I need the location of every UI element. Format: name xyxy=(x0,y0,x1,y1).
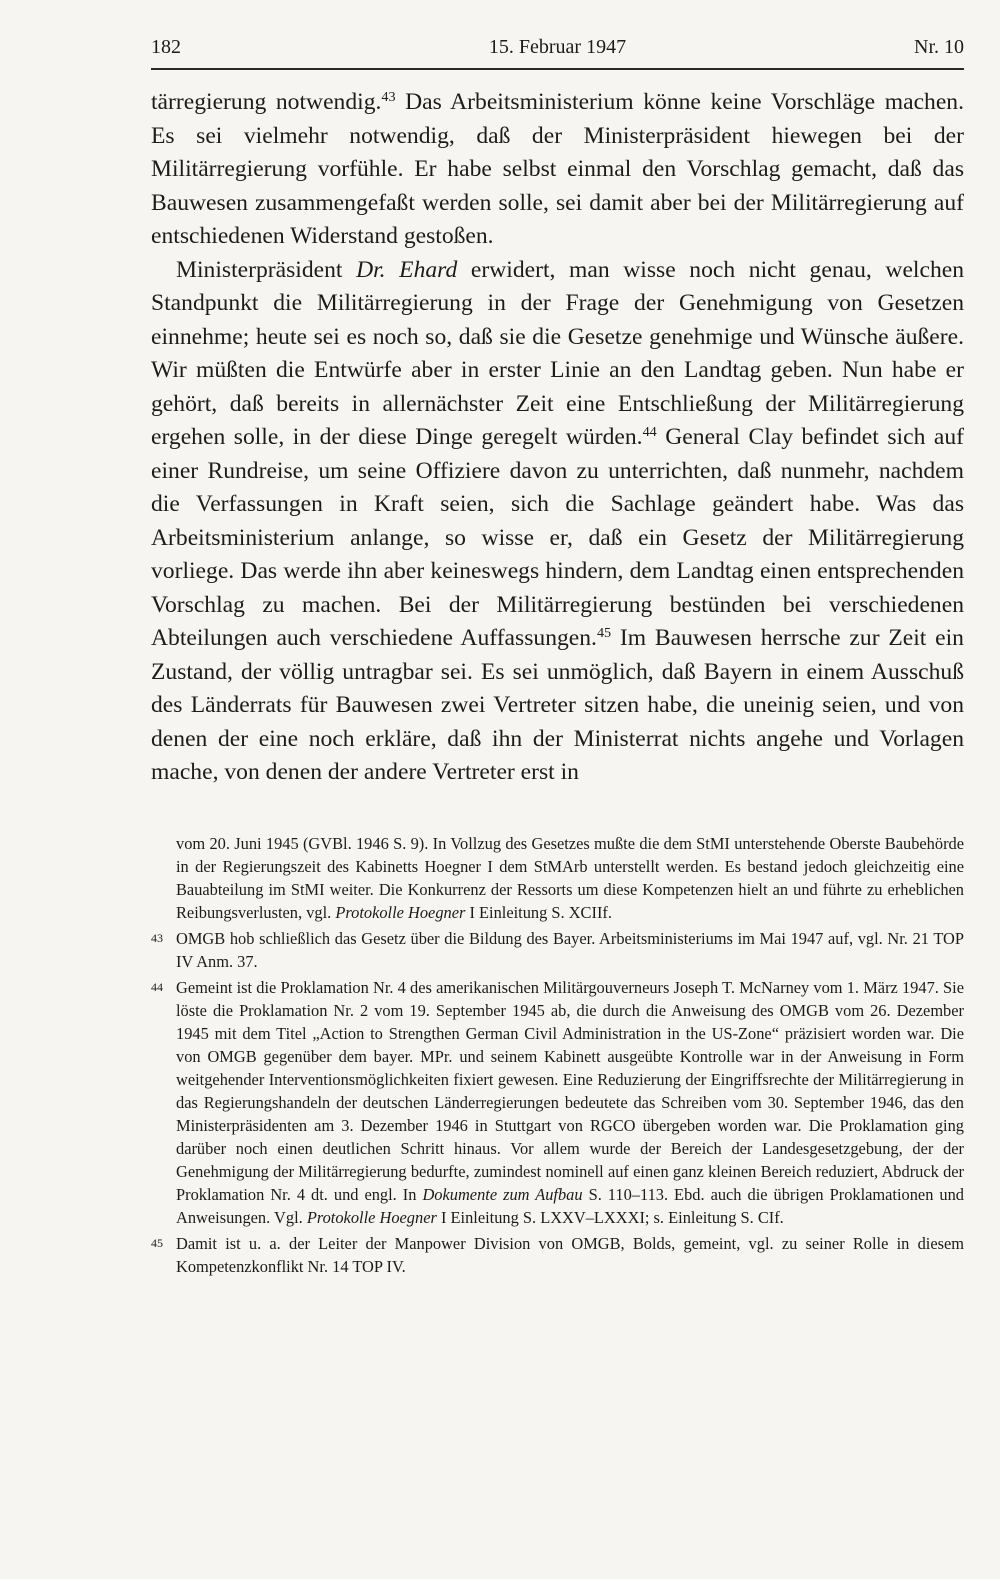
footnote-continuation xyxy=(151,832,964,924)
page-number: 182 xyxy=(151,36,181,58)
footnote-ref-43: 43 xyxy=(381,89,396,106)
issue-number: Nr. 10 xyxy=(914,36,964,58)
text-run: General Clay befindet sich auf einer Rundreise, um seine Offiziere davon zu unterrichten, daß nunmehr, nachdem die Verfassungen in Kraft seien, sich die Sachlage geändert habe. Was das Arbeitsministerium anlange, so wisse er, daß ein Gesetz der Militärregierung vorliege. Das werde ihn aber keineswegs hindern, dem Landtag einen entsprechenden Vorschlag zu machen. Bei der Militärregierung bestünden bei verschiedenen Abteilungen auch verschiedene Auffassungen. xyxy=(151,424,965,651)
paragraph xyxy=(151,254,964,790)
text-run: Das Arbeitsministerium könne keine Vorschläge machen. Es sei vielmehr notwendig, daß der Ministerpräsident hiewegen bei der Militärregierung vorfühle. Er habe selbst einmal den Vorschlag gemacht, daß das Bauwesen zusammengefaßt werden solle, sei damit aber bei der Militärregierung auf entschiedenen Widerstand gestoßen. xyxy=(151,89,965,249)
footnote-label: 43 xyxy=(151,931,163,945)
citation-title: Protokolle Hoegner xyxy=(306,1208,437,1227)
footnote-label: 45 xyxy=(151,1236,163,1250)
paragraph xyxy=(151,86,964,254)
text-run: tärregierung notwendig. xyxy=(151,89,382,115)
footnote-45 xyxy=(151,1232,964,1278)
text-run: I Einleitung S. XCIIf. xyxy=(465,903,612,922)
running-header xyxy=(151,32,964,70)
text-run: Gemeint ist die Proklamation Nr. 4 des amerikanischen Militärgouverneurs Joseph T. McNarney vom 1. März 1947. Sie löste die Proklamation Nr. 2 vom 19. September 1945 ab, die durch die Anweisung des OMGB vom 26. Dezember 1945 mit dem Titel „Action to Strengthen German Civil Administration in the US-Zone“ präzisiert worden war. Die von OMGB gegenüber dem bayer. MPr. und seinem Kabinett ausgeübte Kontrolle war in der Anweisung in Form weitgehender Interventionsmöglichkeiten fixiert gewesen. Eine Reduzierung der Eingriffsrechte der Militärregierung in das Regierungshandeln der deutschen Länderregierungen bedeutete das Schreiben vom 30. September 1946, das den Ministerpräsidenten am 3. Dezember 1946 in Stuttgart von RGCO übergeben worden war. Die Proklamation ging darüber noch einen deutlichen Schritt hinaus. Vor allem wurde der Bereich der Landesgesetzgebung, der der Genehmigung der Militärregierung bedurfte, zumindest nominell auf einen ganz kleinen Bereich reduziert, Abdruck der Proklamation Nr. 4 dt. und engl. In xyxy=(176,978,964,1204)
text-run: S. 110–113. Ebd. auch die übrigen Proklamationen und Anweisungen. Vgl. xyxy=(176,1185,964,1227)
footnote-44 xyxy=(151,976,964,1229)
text-run: Im Bauwesen herrsche zur Zeit ein Zustand, der völlig untragbar sei. Es sei unmöglich, daß Bayern in einem Ausschuß des Länderrats für Bauwesen zwei Vertreter sitzen habe, die uneinig seien, und von denen der eine noch erkläre, daß ihn der Ministerrat nichts angehe und Vorlagen mache, von denen der andere Vertreter erst in xyxy=(151,625,964,785)
text-run: vom 20. Juni 1945 (GVBl. 1946 S. 9). In Vollzug des Gesetzes mußte die dem StMI unterstehende Oberste Baubehörde in der Regierungszeit des Kabinetts Hoegner I dem StMArb unterstellt werden. Es bestand jedoch gleichzeitig eine Bauabteilung im StMI weiter. Die Konkurrenz der Ressorts um diese Kompetenzen hielt an und führte zu erheblichen Reibungsverlusten, vgl. xyxy=(176,834,964,922)
text-run: Damit ist u. a. der Leiter der Manpower Division von OMGB, Bolds, gemeint, vgl. zu seiner Rolle in diesem Kompetenzkonflikt Nr. 14 TOP IV. xyxy=(176,1234,964,1276)
text-run: I Einleitung S. LXXV–LXXXI; s. Einleitung S. CIf. xyxy=(436,1208,784,1227)
person-name: Dr. Ehard xyxy=(356,256,458,283)
header-date: 15. Februar 1947 xyxy=(488,36,627,58)
text-run: OMGB hob schließlich das Gesetz über die Bildung des Bayer. Arbeitsministeriums im Mai 1947 auf, vgl. Nr. 21 TOP IV Anm. 37. xyxy=(176,929,964,971)
text-run: erwidert, man wisse noch nicht genau, welchen Standpunkt die Militärregierung in der Frage der Genehmigung von Gesetzen einnehme; heute sei es noch so, daß sie die Gesetze genehmige und Wünsche äußere. Wir müßten die Entwürfe aber in erster Linie an den Landtag geben. Nun habe er gehört, daß bereits in allernächster Zeit eine Entschließung der Militärregierung ergehen solle, in der diese Dinge geregelt würden. xyxy=(151,256,965,450)
footnote-43 xyxy=(151,927,964,973)
footnotes xyxy=(151,832,964,1281)
footnote-label: 44 xyxy=(151,980,163,994)
main-text xyxy=(151,86,964,790)
footnote-ref-45: 45 xyxy=(596,625,612,642)
footnote-ref-44: 44 xyxy=(642,424,657,441)
text-run: Ministerpräsident xyxy=(176,256,357,283)
citation-title: Dokumente zum Aufbau xyxy=(422,1185,583,1204)
citation-title: Protokolle Hoegner xyxy=(335,903,466,922)
